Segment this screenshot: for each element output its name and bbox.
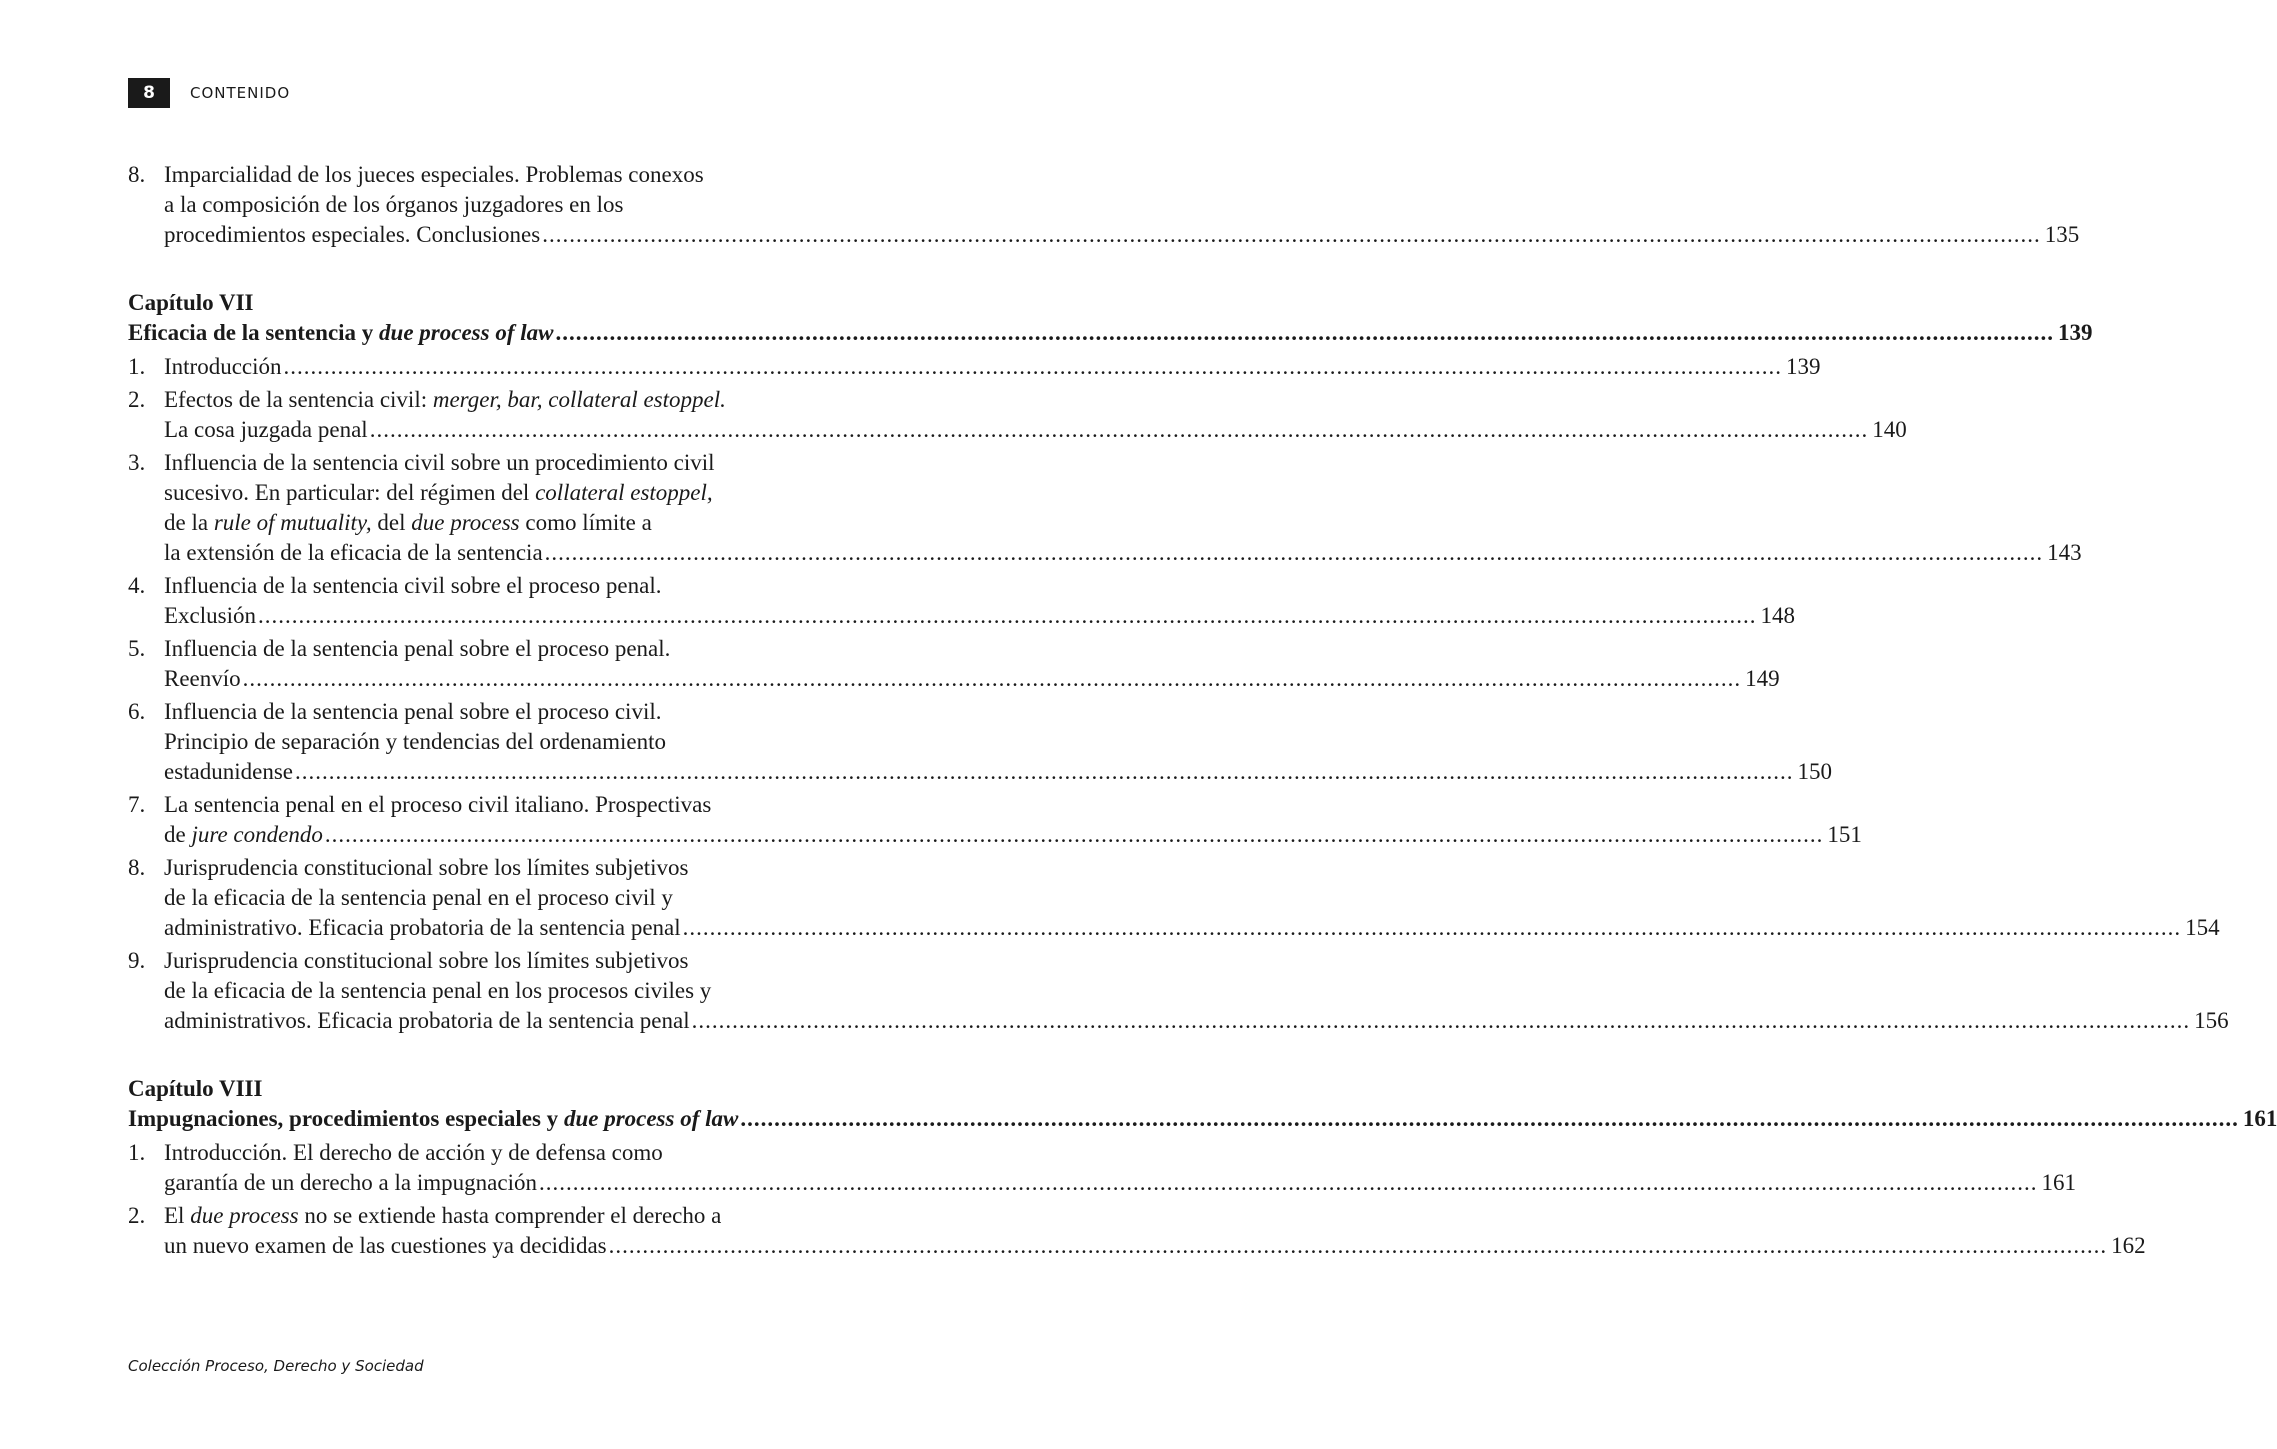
toc-entry-line: La sentencia penal en el proceso civil italiano. Prospectivas [164, 792, 712, 817]
running-header-title: CONTENIDO [190, 84, 291, 102]
chapter-title-text [128, 318, 553, 348]
toc-entry-line: la extensión de la eficacia de la sentencia [164, 540, 543, 565]
toc-entry-last-line [164, 820, 1862, 850]
dot-leader [295, 757, 1794, 787]
chapter-title-italic: due process of law [563, 1106, 739, 1131]
toc-entry-text [164, 697, 1832, 787]
toc-entry-number: 8. [128, 162, 146, 187]
toc-entry-text [164, 385, 1907, 445]
toc-entry-last-line [164, 1168, 2076, 1198]
toc-entry-line: a la composición de los órganos juzgadores en los [164, 192, 624, 217]
toc-entry [128, 1201, 2146, 1261]
dot-leader [370, 415, 1869, 445]
toc-entry [128, 790, 1862, 850]
dot-leader [284, 352, 1783, 382]
toc-entry-text [164, 853, 2220, 943]
toc-entry-number: 2. [128, 1203, 146, 1228]
toc-entry-line: administrativos. Eficacia probatoria de la sentencia penal [164, 1008, 690, 1033]
toc-entry-text [164, 352, 1821, 382]
toc-entry-line: Reenvío [164, 666, 241, 691]
dot-leader [555, 318, 2054, 348]
toc-entry [128, 1138, 2076, 1198]
toc-entry-text [164, 160, 2079, 250]
toc-text-italic: collateral estoppel, [535, 480, 713, 505]
chapter-title-part: Impugnaciones, procedimientos especiales y [128, 1106, 564, 1131]
toc-entry-line: Influencia de la sentencia penal sobre el proceso penal. [164, 636, 671, 661]
toc-page-number: 150 [1797, 759, 1833, 784]
toc-entry [128, 571, 1795, 631]
toc-text-italic: due process [190, 1203, 299, 1228]
footer-collection-name: Colección Proceso, Derecho y Sociedad [128, 1357, 424, 1375]
toc-entry-line: Exclusión [164, 603, 256, 628]
toc-entry-line: Influencia de la sentencia civil sobre el proceso penal. [164, 573, 662, 598]
toc-entry [128, 697, 1833, 787]
toc-entry-line: de la eficacia de la sentencia penal en el proceso civil y [164, 885, 673, 910]
chapter-label: Capítulo VII [128, 290, 254, 315]
toc-entry-number: 1. [128, 354, 146, 379]
dot-leader [740, 1104, 2239, 1134]
toc-entry-line: estadunidense [164, 759, 294, 784]
toc-text-italic: rule of mutuality, [213, 510, 372, 535]
toc-text-part: como límite a [519, 510, 652, 535]
toc-entry-line: Jurisprudencia constitucional sobre los límites subjetivos [164, 855, 689, 880]
toc-text-italic: merger, bar, collateral estoppel. [432, 387, 726, 412]
dot-leader [542, 220, 2041, 250]
toc-entry-number: 1. [128, 1140, 146, 1165]
toc-text-italic: jure condendo [191, 822, 323, 847]
toc-entry-line: Imparcialidad de los jueces especiales. Problemas conexos [164, 162, 704, 187]
toc-page-number: 139 [2057, 320, 2093, 345]
table-of-contents [128, 160, 2277, 1264]
toc-entry-line [164, 508, 2082, 538]
toc-entry-line: La cosa juzgada penal [164, 417, 368, 442]
toc-entry [128, 448, 2082, 568]
toc-entry-line: Influencia de la sentencia penal sobre el proceso civil. [164, 699, 662, 724]
toc-entry [128, 946, 2229, 1036]
chapter-title-part: Eficacia de la sentencia y [128, 320, 380, 345]
toc-entry-last-line [164, 601, 1795, 631]
toc-entry [128, 352, 1821, 382]
toc-entry-line: de la eficacia de la sentencia penal en los procesos civiles y [164, 978, 712, 1003]
toc-entry-number: 4. [128, 573, 146, 598]
toc-entry [128, 853, 2220, 943]
toc-entry-text [164, 1201, 2146, 1261]
toc-text-part: sucesivo. En particular: del régimen del [164, 480, 536, 505]
toc-entry-last-line [164, 1006, 2229, 1036]
toc-page-number: 140 [1872, 417, 1907, 442]
dot-leader [258, 601, 1757, 631]
dot-leader [692, 1006, 2191, 1036]
toc-text-italic: due process [411, 510, 520, 535]
toc-text-part: El [164, 1203, 191, 1228]
dot-leader [683, 913, 2182, 943]
toc-entry-text [164, 634, 1780, 694]
dot-leader [325, 820, 1824, 850]
toc-page-number: 143 [2047, 540, 2082, 565]
toc-entry-number: 8. [128, 855, 146, 880]
chapter-label: Capítulo VIII [128, 1076, 263, 1101]
toc-entry-line: Principio de separación y tendencias del ordenamiento [164, 729, 666, 754]
toc-page-number: 154 [2185, 915, 2220, 940]
toc-entry [128, 160, 2080, 250]
toc-page-number: 161 [2041, 1170, 2076, 1195]
toc-entry-last-line [164, 1231, 2146, 1261]
toc-entry-last-line [164, 664, 1780, 694]
toc-text-part: de [164, 822, 192, 847]
toc-page-number: 148 [1760, 603, 1795, 628]
toc-entry-line [164, 1201, 2146, 1231]
toc-entry-line [164, 820, 323, 850]
toc-text-part: no se extiende hasta comprender el derecho a [298, 1203, 722, 1228]
toc-page-number: 151 [1827, 822, 1862, 847]
toc-entry-number: 3. [128, 450, 146, 475]
toc-entry-number: 9. [128, 948, 146, 973]
toc-page-number: 149 [1745, 666, 1780, 691]
toc-page-number: 161 [2242, 1106, 2277, 1131]
toc-entry-line: un nuevo examen de las cuestiones ya decididas [164, 1233, 607, 1258]
toc-entry-number: 7. [128, 792, 146, 817]
toc-text-part: Efectos de la sentencia civil: [164, 387, 433, 412]
toc-page-number: 162 [2111, 1233, 2146, 1258]
running-header [128, 78, 290, 108]
chapter-title [128, 318, 2093, 348]
toc-text-part: del [371, 510, 412, 535]
toc-entry [128, 385, 1907, 445]
toc-entry-number: 5. [128, 636, 146, 661]
toc-text-part: de la [164, 510, 214, 535]
toc-page-number: 135 [2044, 222, 2080, 247]
toc-entry-last-line [164, 220, 2079, 250]
toc-entry-line: Introducción. El derecho de acción y de defensa como [164, 1140, 663, 1165]
chapter-title [128, 1104, 2277, 1134]
toc-page-number: 139 [1786, 354, 1821, 379]
page-number: 8 [128, 78, 170, 108]
toc-entry-last-line [164, 757, 1832, 787]
toc-entry-number: 2. [128, 387, 146, 412]
toc-entry-text [164, 946, 2229, 1036]
toc-entry [128, 634, 1780, 694]
toc-entry-number: 6. [128, 699, 146, 724]
toc-page-number: 156 [2194, 1008, 2229, 1033]
chapter-title-text [128, 1104, 738, 1134]
toc-entry-line: garantía de un derecho a la impugnación [164, 1170, 537, 1195]
dot-leader [243, 664, 1742, 694]
dot-leader [545, 538, 2044, 568]
toc-entry-last-line [164, 538, 2082, 568]
toc-entry-line: Introducción [164, 354, 282, 379]
toc-entry-line: procedimientos especiales. Conclusiones [164, 222, 541, 247]
dot-leader [539, 1168, 2038, 1198]
toc-entry-text [164, 448, 2082, 568]
toc-entry-text [164, 571, 1795, 631]
toc-entry-line: Jurisprudencia constitucional sobre los límites subjetivos [164, 948, 689, 973]
dot-leader [609, 1231, 2108, 1261]
toc-entry-line: Influencia de la sentencia civil sobre un procedimiento civil [164, 450, 715, 475]
toc-entry-last-line [164, 415, 1907, 445]
toc-entry-text [164, 1138, 2076, 1198]
toc-entry-line: administrativo. Eficacia probatoria de la sentencia penal [164, 915, 681, 940]
toc-entry-last-line [164, 352, 1821, 382]
toc-entry-line [164, 478, 2082, 508]
toc-entry-last-line [164, 913, 2220, 943]
chapter-title-italic: due process of law [379, 320, 554, 345]
toc-entry-text [164, 790, 1862, 850]
toc-entry-line [164, 385, 1907, 415]
